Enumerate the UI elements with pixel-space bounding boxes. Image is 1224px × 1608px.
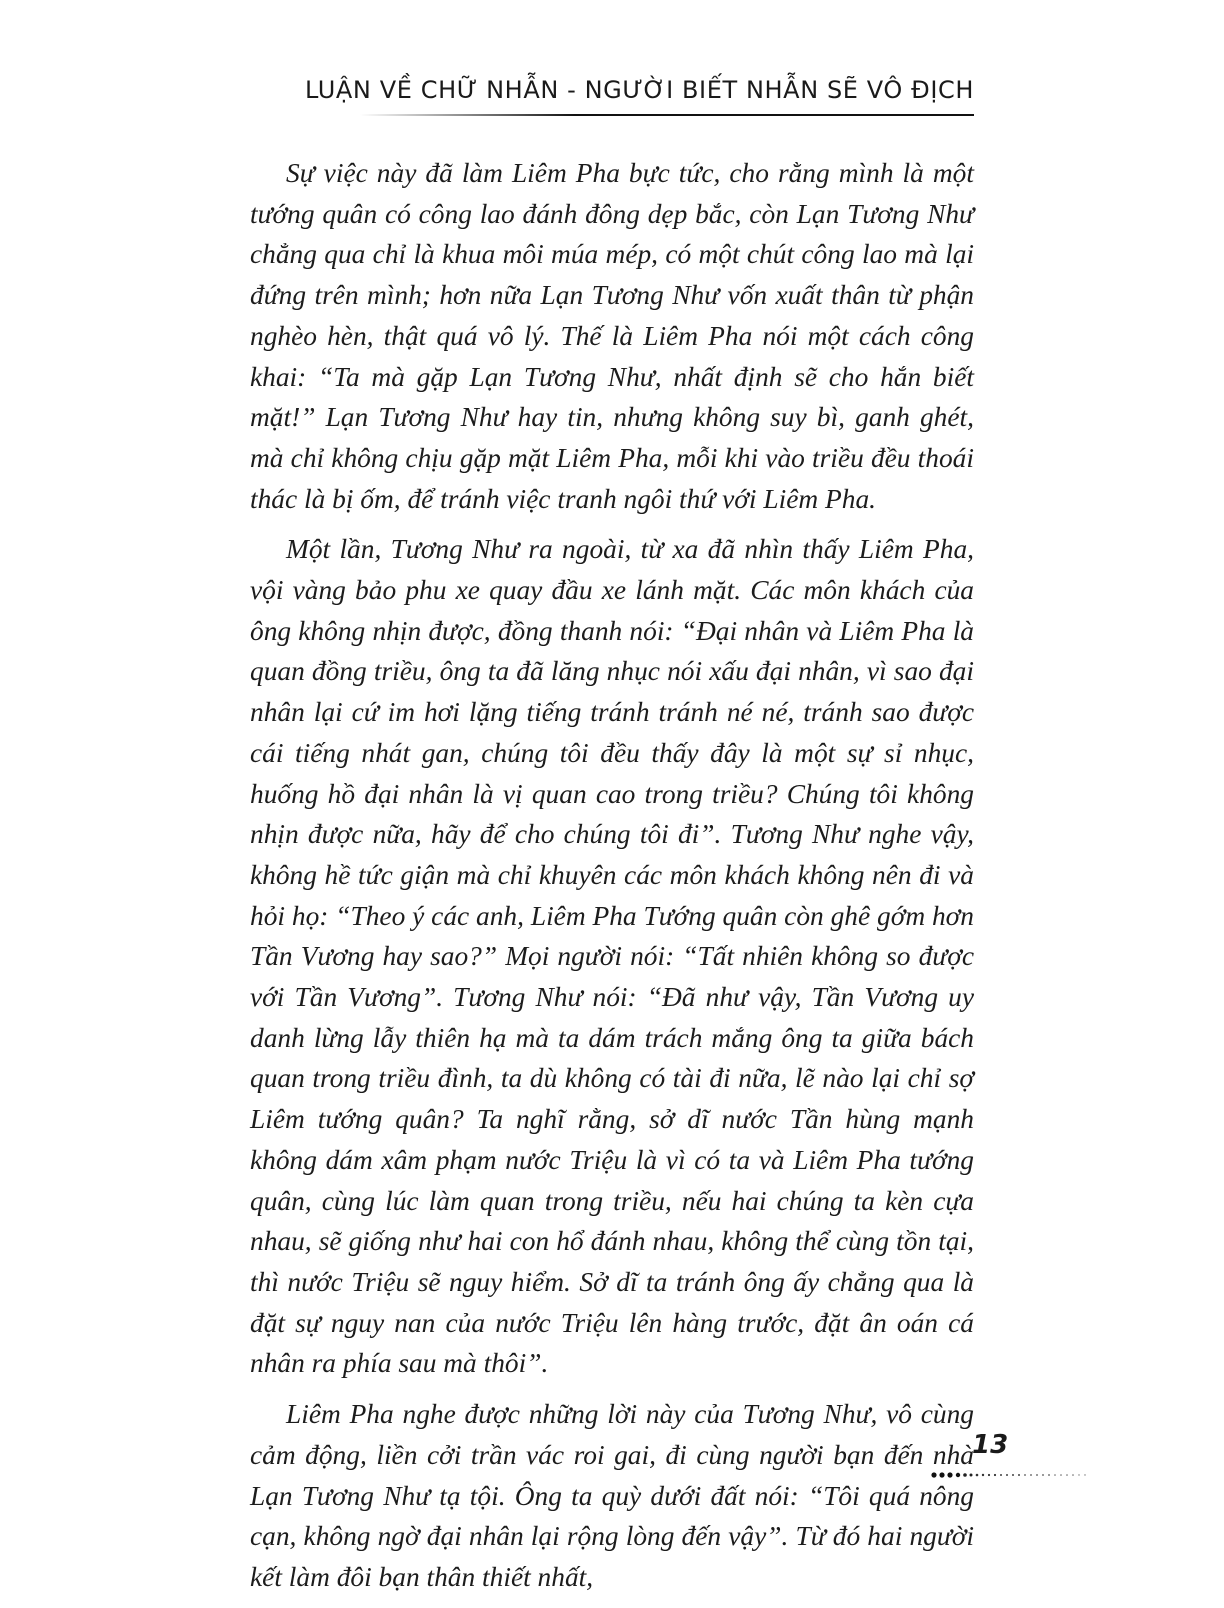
- paragraph: Một lần, Tương Như ra ngoài, từ xa đã nhìn thấy Liêm Pha, vội vàng bảo phu xe quay đầu xe lánh mặt. Các môn khách của ông không nhịn được, đồng thanh nói: “Đại nhân và Liêm Pha là quan đồng triều, ông ta đã lăng nhục nói xấu đại nhân, vì sao đại nhân lại cứ im hơi lặng tiếng tránh tránh né né, tránh sao được cái tiếng nhát gan, chúng tôi đều thấy đây là một sự sỉ nhục, huống hồ đại nhân là vị quan cao trong triều? Chúng tôi không nhịn được nữa, hãy để cho chúng tôi đi”. Tương Như nghe vậy, không hề tức giận mà chỉ khuyên các môn khách không nên đi và hỏi họ: “Theo ý các anh, Liêm Pha Tướng quân còn ghê gớm hơn Tần Vương hay sao?” Mọi người nói: “Tất nhiên không so được với Tần Vương”. Tương Như nói: “Đã như vậy, Tần Vương uy danh lừng lẫy thiên hạ mà ta dám trách mắng ông ta giữa bách quan trong triều đình, ta dù không có tài đi nữa, lẽ nào lại chỉ sợ Liêm tướng quân? Ta nghĩ rằng, sở dĩ nước Tần hùng mạnh không dám xâm phạm nước Triệu là vì có ta và Liêm Pha tướng quân, cùng lúc làm quan trong triều, nếu hai chúng ta kèn cựa nhau, sẽ giống như hai con hổ đánh nhau, không thể cùng tồn tại, thì nước Triệu sẽ nguy hiểm. Sở dĩ ta tránh ông ấy chẳng qua là đặt sự nguy nan của nước Triệu lên hàng trước, đặt ân oán cá nhân ra phía sau mà thôi”.: [250, 534, 974, 1379]
- footer-dotted-leader: [930, 1470, 1090, 1480]
- paragraph: Liêm Pha nghe được những lời này của Tương Như, vô cùng cảm động, liền cởi trần vác roi gai, đi cùng người bạn đến nhà Lạn Tương Như tạ tội. Ông ta quỳ dưới đất nói: “Tôi quá nông cạn, không ngờ đại nhân lại rộng lòng đến vậy”. Từ đó hai người kết làm đôi bạn thân thiết nhất,: [250, 1399, 974, 1592]
- page-footer: [930, 1430, 1090, 1510]
- running-header: [250, 72, 974, 118]
- page-number: 13: [972, 1430, 1009, 1460]
- header-rule: [360, 114, 974, 116]
- page-body: [250, 153, 974, 1608]
- paragraph: Sự việc này đã làm Liêm Pha bực tức, cho rằng mình là một tướng quân có công lao đánh đông dẹp bắc, còn Lạn Tương Như chẳng qua chỉ là khua môi múa mép, có một chút công lao mà lại đứng trên mình; hơn nữa Lạn Tương Như vốn xuất thân từ phận nghèo hèn, thật quá vô lý. Thế là Liêm Pha nói một cách công khai: “Ta mà gặp Lạn Tương Như, nhất định sẽ cho hắn biết mặt!” Lạn Tương Như hay tin, nhưng không suy bì, ganh ghét, mà chỉ không chịu gặp mặt Liêm Pha, mỗi khi vào triều đều thoái thác là bị ốm, để tránh việc tranh ngôi thứ với Liêm Pha.: [250, 158, 974, 514]
- running-header-title: LUẬN VỀ CHỮ NHẪN - NGƯỜI BIẾT NHẪN SẼ VÔ ĐỊCH: [304, 76, 974, 104]
